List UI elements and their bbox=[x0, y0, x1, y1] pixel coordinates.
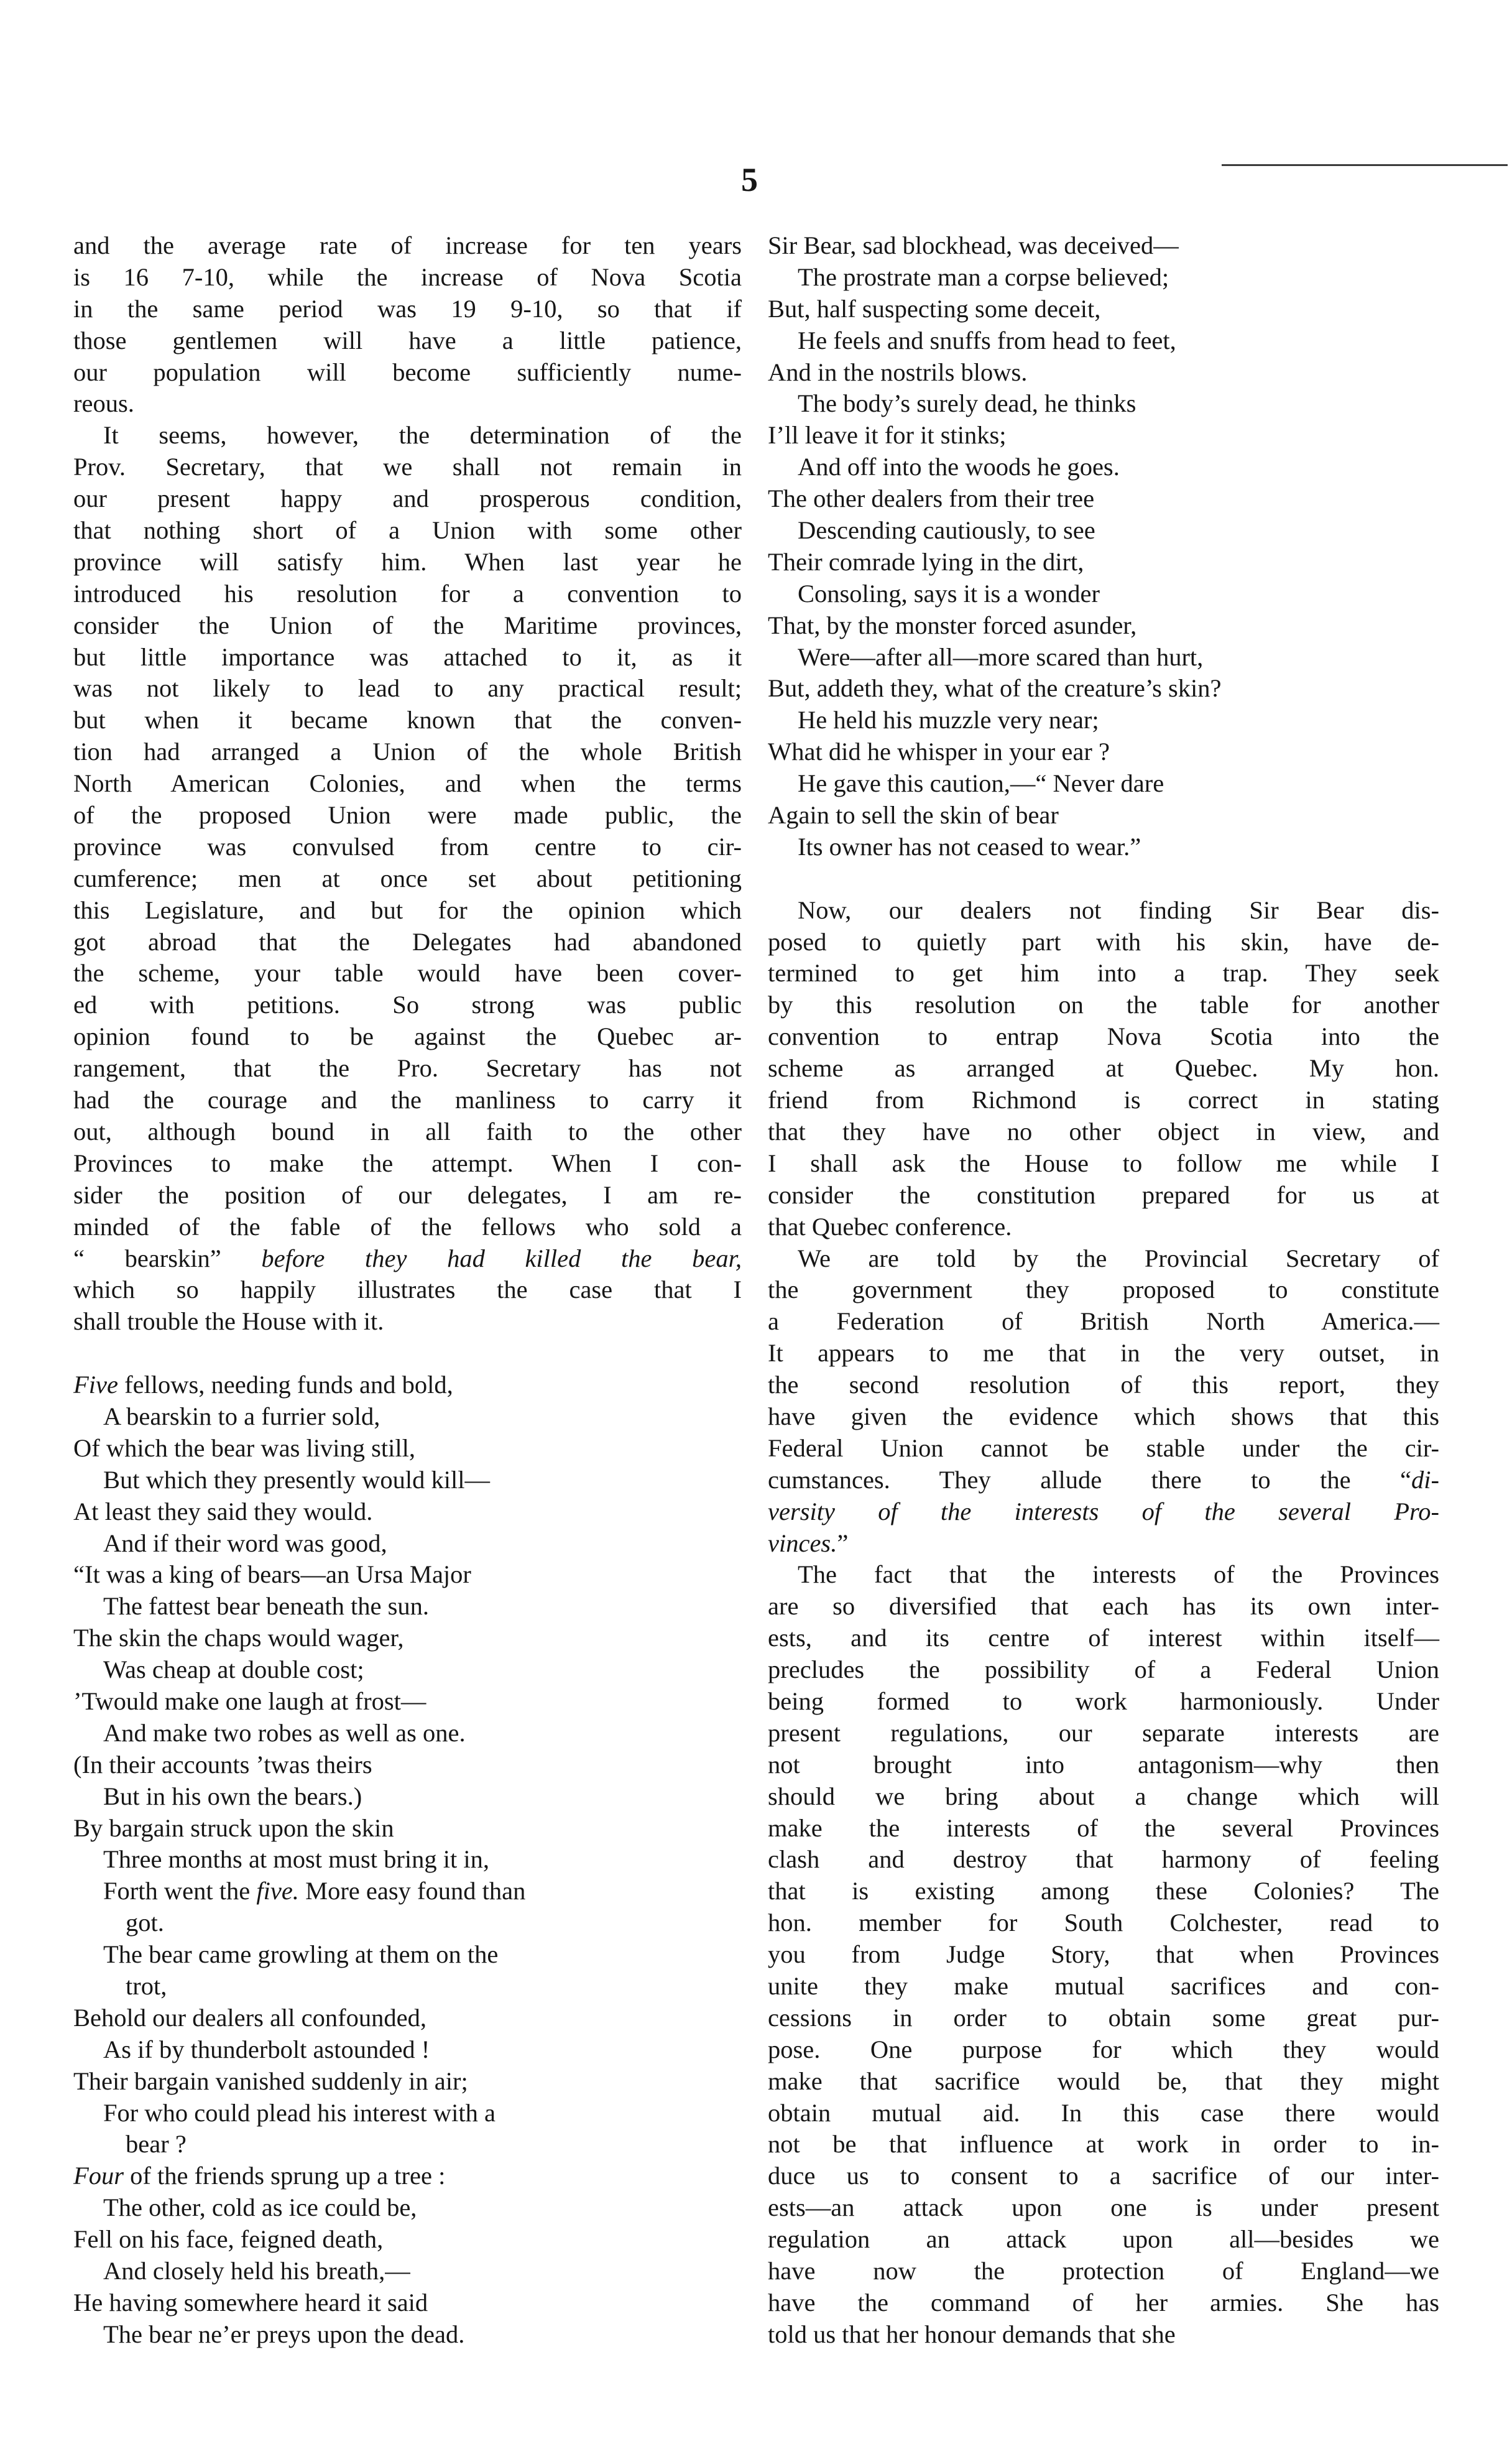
text-line: that nothing short of a Union with some other bbox=[73, 516, 742, 545]
text-line: in the same period was 19 9-10, so that if bbox=[73, 294, 742, 323]
poem-line: Its owner has not ceased to wear.” bbox=[798, 832, 1141, 861]
text-line: the government they proposed to constitute bbox=[768, 1275, 1439, 1304]
text-line: We are told by the Provincial Secretary of bbox=[798, 1244, 1439, 1272]
poem-line: As if by thunderbolt astounded ! bbox=[103, 2035, 430, 2063]
paragraph bbox=[73, 230, 742, 420]
text-line: which so happily illustrates the case that I bbox=[73, 1275, 742, 1304]
poem-line: He held his muzzle very near; bbox=[798, 706, 1099, 734]
poem-line: And if their word was good, bbox=[103, 1529, 387, 1557]
text-line: unite they make mutual sacrifices and con- bbox=[768, 1971, 1439, 2000]
text-line: a Federation of British North America.— bbox=[768, 1307, 1439, 1336]
poem-line: Descending cautiously, to see bbox=[798, 516, 1095, 545]
poem-line: bear ? bbox=[126, 2130, 187, 2159]
poem-line: Their bargain vanished suddenly in air; bbox=[73, 2066, 468, 2095]
text-line: you from Judge Story, that when Provinces bbox=[768, 1940, 1439, 1969]
text-line: regulation an attack upon all—besides we bbox=[768, 2225, 1439, 2254]
poem-line: Behold our dealers all confounded, bbox=[73, 2003, 426, 2032]
poem-line: Of which the bear was living still, bbox=[73, 1433, 416, 1462]
text-line: that is existing among these Colonies? The bbox=[768, 1877, 1439, 1905]
paragraph bbox=[73, 420, 742, 1243]
text-line: but little importance was attached to it, as it bbox=[73, 642, 742, 671]
text-line: consider the constitution prepared for us at bbox=[768, 1180, 1439, 1209]
poem-line: He having somewhere heard it said bbox=[73, 2288, 428, 2316]
text-line: minded of the fable of the fellows who sold a bbox=[73, 1212, 742, 1241]
text-line: ests—an attack upon one is under present bbox=[768, 2193, 1439, 2222]
poem-line: Fell on his face, feigned death, bbox=[73, 2225, 384, 2254]
header-rule bbox=[1222, 164, 1508, 166]
text-line: not be that influence at work in order to in- bbox=[768, 2130, 1439, 2159]
paragraph bbox=[73, 1274, 742, 1338]
poem-line: But, half suspecting some deceit, bbox=[768, 294, 1101, 323]
poem-line: The prostrate man a corpse believed; bbox=[798, 262, 1169, 291]
poem-line: He feels and snuffs from head to feet, bbox=[798, 326, 1176, 354]
text-line: and the average rate of increase for ten years bbox=[73, 231, 742, 259]
text-line: Now, our dealers not finding Sir Bear dis- bbox=[798, 896, 1439, 924]
text-line: our present happy and prosperous condition, bbox=[73, 484, 742, 513]
poem-line: Four of the friends sprung up a tree : bbox=[73, 2162, 446, 2190]
text-line: North American Colonies, and when the terms bbox=[73, 769, 742, 798]
poem-line: That, by the monster forced asunder, bbox=[768, 611, 1137, 639]
poem-line: The body’s surely dead, he thinks bbox=[798, 389, 1136, 418]
poem-line: Three months at most must bring it in, bbox=[103, 1845, 489, 1874]
text-line: rangement, that the Pro. Secretary has not bbox=[73, 1054, 742, 1083]
text-line: scheme as arranged at Quebec. My hon. bbox=[768, 1054, 1439, 1083]
poem-line: And in the nostrils blows. bbox=[768, 358, 1028, 386]
text-line: was not likely to lead to any practical result; bbox=[73, 674, 742, 703]
text-line: that Quebec conference. bbox=[768, 1212, 1012, 1241]
text-line: the second resolution of this report, they bbox=[768, 1371, 1439, 1399]
italic-phrase: before they had killed the bear, bbox=[261, 1244, 742, 1272]
text-line: out, although bound in all faith to the other bbox=[73, 1117, 742, 1145]
poem-line: Again to sell the skin of bear bbox=[768, 801, 1059, 830]
text-line: told us that her honour demands that she bbox=[768, 2320, 1176, 2348]
poem-line: By bargain struck upon the skin bbox=[73, 1813, 394, 1842]
text-line: this Legislature, and but for the opinion which bbox=[73, 896, 742, 924]
text-line: have given the evidence which shows that this bbox=[768, 1402, 1439, 1430]
text-line: clash and destroy that harmony of feeling bbox=[768, 1845, 1439, 1874]
poem-line: Consoling, says it is a wonder bbox=[798, 579, 1100, 608]
poem-line: For who could plead his interest with a bbox=[103, 2098, 496, 2127]
poem-line: But, addeth they, what of the creature’s skin? bbox=[768, 674, 1222, 703]
text-line: termined to get him into a trap. They seek bbox=[768, 959, 1439, 988]
text-line: by this resolution on the table for another bbox=[768, 991, 1439, 1019]
text-line: of the proposed Union were made public, the bbox=[73, 801, 742, 830]
poem-line: Were—after all—more scared than hurt, bbox=[798, 642, 1204, 671]
poem-line: (In their accounts ’twas theirs bbox=[73, 1750, 372, 1779]
poem-line: And closely held his breath,— bbox=[103, 2257, 410, 2285]
poem-line: The other dealers from their tree bbox=[768, 484, 1095, 513]
text-line: cessions in order to obtain some great pur- bbox=[768, 2003, 1439, 2032]
text-line: vinces.” bbox=[768, 1529, 849, 1557]
text-line: Federal Union cannot be stable under the cir- bbox=[768, 1433, 1439, 1462]
text-line: ests, and its centre of interest within itself— bbox=[768, 1624, 1439, 1652]
fable-poem-continued bbox=[768, 230, 1439, 863]
poem-line: trot, bbox=[126, 1971, 167, 2000]
text-line: duce us to consent to a sacrifice of our inter- bbox=[768, 2162, 1439, 2190]
text-line: Prov. Secretary, that we shall not remain in bbox=[73, 453, 742, 481]
text-line: consider the Union of the Maritime provinces, bbox=[73, 611, 742, 639]
text-line: got abroad that the Delegates had abandoned bbox=[73, 927, 742, 956]
text-line: friend from Richmond is correct in stating bbox=[768, 1086, 1439, 1114]
poem-line: The bear came growling at them on the bbox=[103, 1940, 499, 1969]
left-column bbox=[73, 230, 742, 2351]
poem-line: What did he whisper in your ear ? bbox=[768, 738, 1110, 766]
paragraph bbox=[768, 1559, 1439, 2350]
poem-line: The bear ne’er preys upon the dead. bbox=[103, 2320, 465, 2348]
text-line: are so diversified that each has its own inter- bbox=[768, 1592, 1439, 1621]
paragraph bbox=[768, 895, 1439, 1243]
text-line: make that sacrifice would be, that they might bbox=[768, 2066, 1439, 2095]
text-line: obtain mutual aid. In this case there would bbox=[768, 2098, 1439, 2127]
text-line: The fact that the interests of the Provinces bbox=[798, 1560, 1439, 1589]
poem-line: Five fellows, needing funds and bold, bbox=[73, 1371, 453, 1399]
poem-line: A bearskin to a furrier sold, bbox=[103, 1402, 380, 1430]
text-line: the scheme, your table would have been cover- bbox=[73, 959, 742, 988]
text-line: tion had arranged a Union of the whole British bbox=[73, 738, 742, 766]
text-line: hon. member for South Colchester, read to bbox=[768, 1909, 1439, 1937]
text-line: pose. One purpose for which they would bbox=[768, 2035, 1439, 2063]
poem-line: And off into the woods he goes. bbox=[798, 453, 1120, 481]
poem-line: At least they said they would. bbox=[73, 1497, 373, 1525]
text-line: reous. bbox=[73, 389, 134, 418]
text-line: not brought into antagonism—why then bbox=[768, 1750, 1439, 1779]
fable-poem bbox=[73, 1369, 742, 2351]
text-line: cumference; men at once set about petitioning bbox=[73, 864, 742, 892]
text-line: our population will become sufficiently nume- bbox=[73, 358, 742, 386]
text-line: have the command of her armies. She has bbox=[768, 2288, 1439, 2316]
poem-line: Was cheap at double cost; bbox=[103, 1655, 364, 1684]
text-line: It appears to me that in the very outset, in bbox=[768, 1339, 1439, 1368]
text-line: shall trouble the House with it. bbox=[73, 1307, 384, 1336]
text-line: make the interests of the several Provinces bbox=[768, 1813, 1439, 1842]
poem-line: But in his own the bears.) bbox=[103, 1782, 362, 1810]
poem-line: got. bbox=[126, 1909, 164, 1937]
poem-line: But which they presently would kill— bbox=[103, 1465, 491, 1494]
text-line: versity of the interests of the several Pro- bbox=[768, 1497, 1439, 1525]
text-line: It seems, however, the determination of the bbox=[103, 421, 742, 450]
text-line: cumstances. They allude there to the “di- bbox=[768, 1465, 1439, 1494]
text-line: introduced his resolution for a convention to bbox=[73, 579, 742, 608]
spacer bbox=[73, 1338, 742, 1369]
poem-line: “It was a king of bears—an Ursa Major bbox=[73, 1560, 471, 1589]
spacer bbox=[768, 863, 1439, 895]
poem-line: The skin the chaps would wager, bbox=[73, 1624, 404, 1652]
text-line: “ bearskin” before they had killed the bear, bbox=[73, 1244, 742, 1272]
text-line: precludes the possibility of a Federal Union bbox=[768, 1655, 1439, 1684]
text-line: have now the protection of England—we bbox=[768, 2257, 1439, 2285]
page-number: 5 bbox=[741, 161, 758, 198]
text-line: ed with petitions. So strong was public bbox=[73, 991, 742, 1019]
text-line: province was convulsed from centre to cir- bbox=[73, 832, 742, 861]
poem-line: Forth went the five. More easy found than bbox=[103, 1877, 526, 1905]
text-line: is 16 7-10, while the increase of Nova Scotia bbox=[73, 262, 742, 291]
text-line: those gentlemen will have a little patience, bbox=[73, 326, 742, 354]
paragraph bbox=[768, 1243, 1439, 1465]
poem-line: The other, cold as ice could be, bbox=[103, 2193, 417, 2222]
right-column bbox=[768, 230, 1439, 2351]
poem-line: The fattest bear beneath the sun. bbox=[103, 1592, 430, 1621]
text-line: sider the position of our delegates, I am re- bbox=[73, 1180, 742, 1209]
text-line: Provinces to make the attempt. When I con- bbox=[73, 1149, 742, 1177]
text-line: present regulations, our separate interests are bbox=[768, 1718, 1439, 1747]
poem-line: And make two robes as well as one. bbox=[103, 1718, 466, 1747]
text-line: I shall ask the House to follow me while I bbox=[768, 1149, 1439, 1177]
text-line: that they have no other object in view, and bbox=[768, 1117, 1439, 1145]
text-line: should we bring about a change which will bbox=[768, 1782, 1439, 1810]
text-line: being formed to work harmoniously. Under bbox=[768, 1687, 1439, 1715]
text-line: but when it became known that the conven- bbox=[73, 706, 742, 734]
poem-line: Sir Bear, sad blockhead, was deceived— bbox=[768, 231, 1179, 259]
poem-line: I’ll leave it for it stinks; bbox=[768, 421, 1007, 450]
text-line: opinion found to be against the Quebec ar- bbox=[73, 1022, 742, 1051]
poem-line: ’Twould make one laugh at frost— bbox=[73, 1687, 426, 1715]
poem-line: Their comrade lying in the dirt, bbox=[768, 547, 1084, 576]
text-line: had the courage and the manliness to carry it bbox=[73, 1086, 742, 1114]
text-line: posed to quietly part with his skin, have de- bbox=[768, 927, 1439, 956]
text-line: province will satisfy him. When last year he bbox=[73, 547, 742, 576]
poem-line: He gave this caution,—“ Never dare bbox=[798, 769, 1164, 798]
text-line: convention to entrap Nova Scotia into the bbox=[768, 1022, 1439, 1051]
